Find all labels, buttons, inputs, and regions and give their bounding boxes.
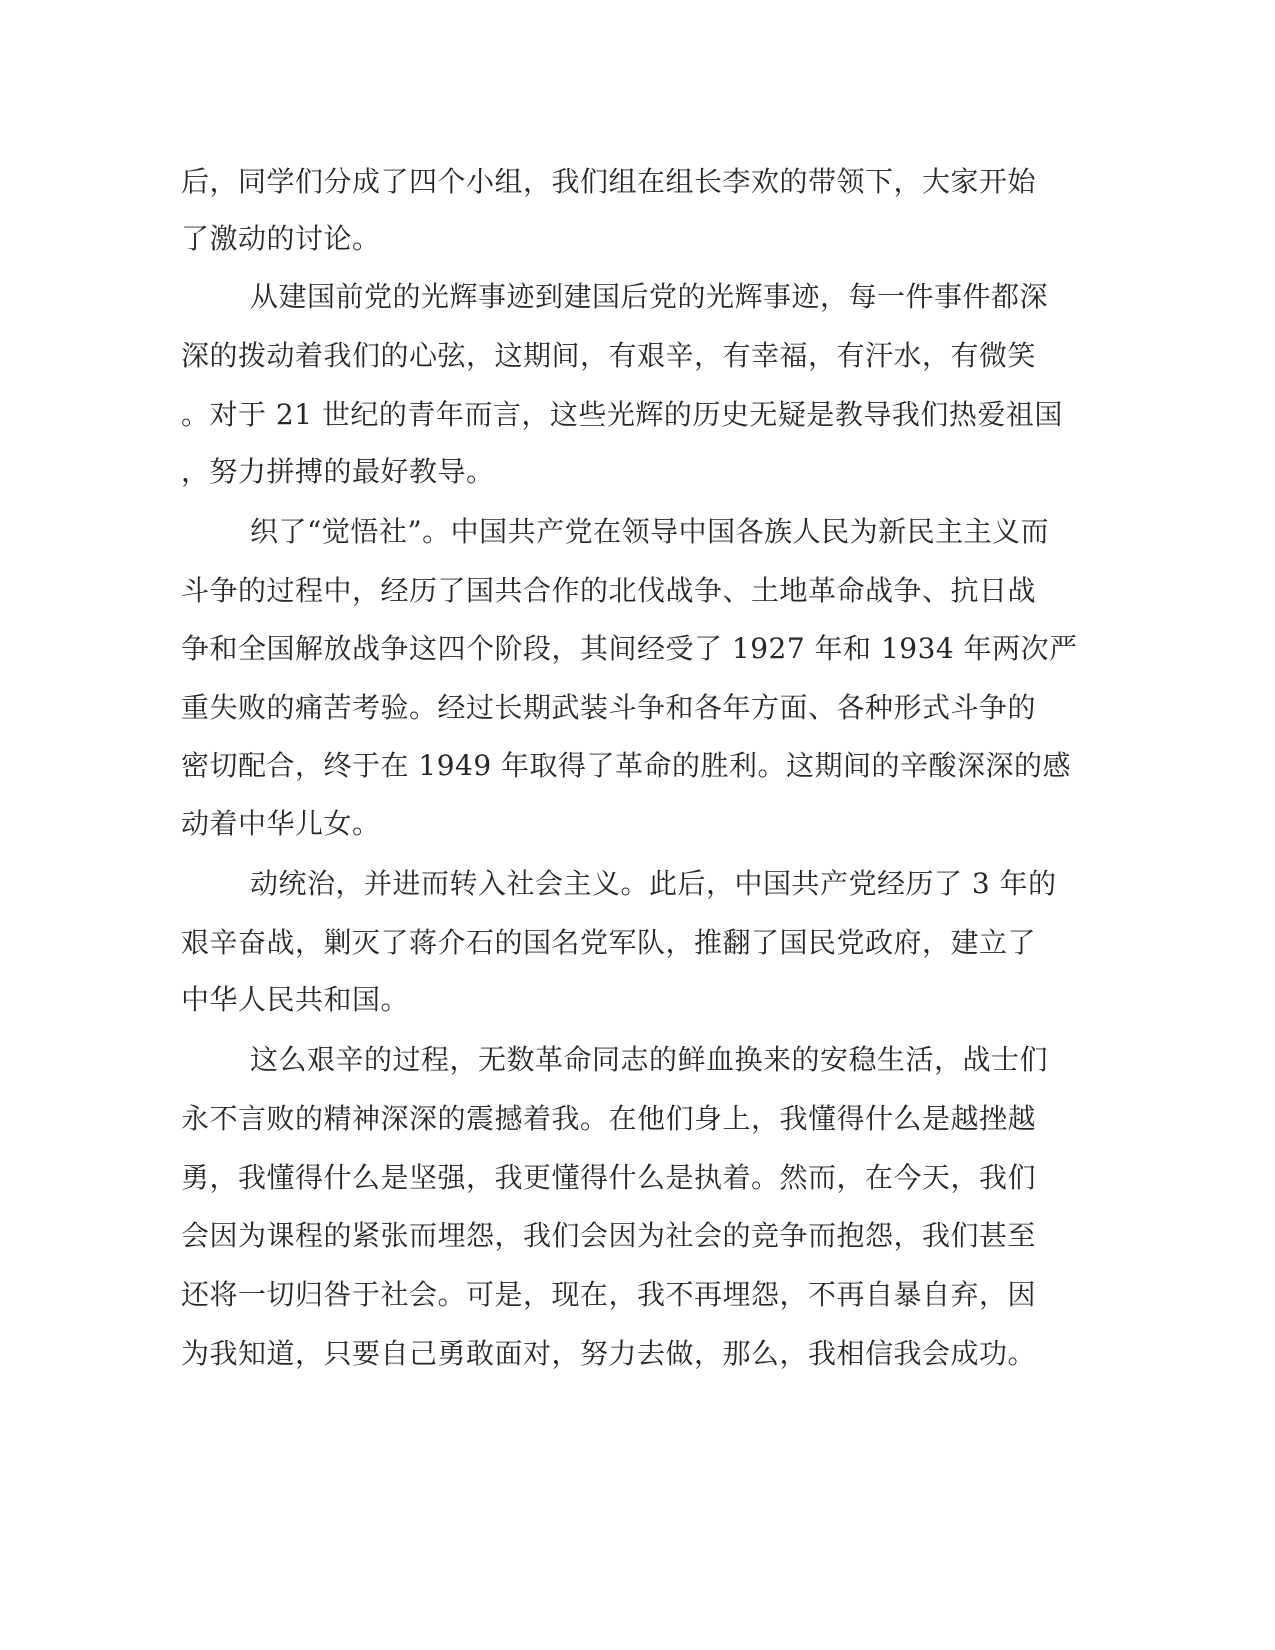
- paragraph-first-line: 从建国前党的光辉事迹到建国后党的光辉事迹，每一件事件都深: [250, 280, 1049, 313]
- text-line: 斗争的过程中，经历了国共合作的北伐战争、土地革命战争、抗日战: [181, 574, 1037, 607]
- text-line: 重失败的痛苦考验。经过长期武装斗争和各年方面、各种形式斗争的: [181, 691, 1037, 724]
- paragraph-first-line: 这么艰辛的过程，无数革命同志的鲜血换来的安稳生活，战士们: [250, 1043, 1049, 1076]
- text-line: 中华人民共和国。: [181, 983, 410, 1016]
- text-line: 。对于 21 世纪的青年而言，这些光辉的历史无疑是教导我们热爱祖国: [181, 398, 1063, 431]
- text-line: 永不言败的精神深深的震撼着我。在他们身上，我懂得什么是越挫越: [181, 1102, 1037, 1135]
- text-line: 为我知道，只要自己勇敢面对，努力去做，那么，我相信我会成功。: [181, 1337, 1037, 1370]
- text-line: 还将一切归咎于社会。可是，现在，我不再埋怨，不再自暴自弃，因: [181, 1278, 1037, 1311]
- text-line: 艰辛奋战，剿灭了蒋介石的国名党军队，推翻了国民党政府，建立了: [181, 926, 1037, 959]
- text-line: 了激动的讨论。: [181, 222, 381, 255]
- text-line: 勇，我懂得什么是坚强，我更懂得什么是执着。然而，在今天，我们: [181, 1161, 1037, 1194]
- text-line: 后，同学们分成了四个小组，我们组在组长李欢的带领下，大家开始: [181, 165, 1037, 198]
- text-line: 动着中华儿女。: [181, 807, 381, 840]
- text-line: 会因为课程的紧张而埋怨，我们会因为社会的竞争而抱怨，我们甚至: [181, 1219, 1037, 1252]
- text-line: 深的拨动着我们的心弦，这期间，有艰辛，有幸福，有汗水，有微笑: [181, 339, 1037, 372]
- paragraph-first-line: 动统治，并进而转入社会主义。此后，中国共产党经历了 3 年的: [250, 867, 1057, 900]
- text-line: ，努力拼搏的最好教导。: [181, 455, 495, 488]
- text-line: 争和全国解放战争这四个阶段，其间经受了 1927 年和 1934 年两次严: [181, 632, 1078, 665]
- text-line: 密切配合，终于在 1949 年取得了革命的胜利。这期间的辛酸深深的感: [181, 749, 1072, 782]
- paragraph-first-line: 织了“觉悟社”。中国共产党在领导中国各族人民为新民主主义而: [250, 515, 1050, 548]
